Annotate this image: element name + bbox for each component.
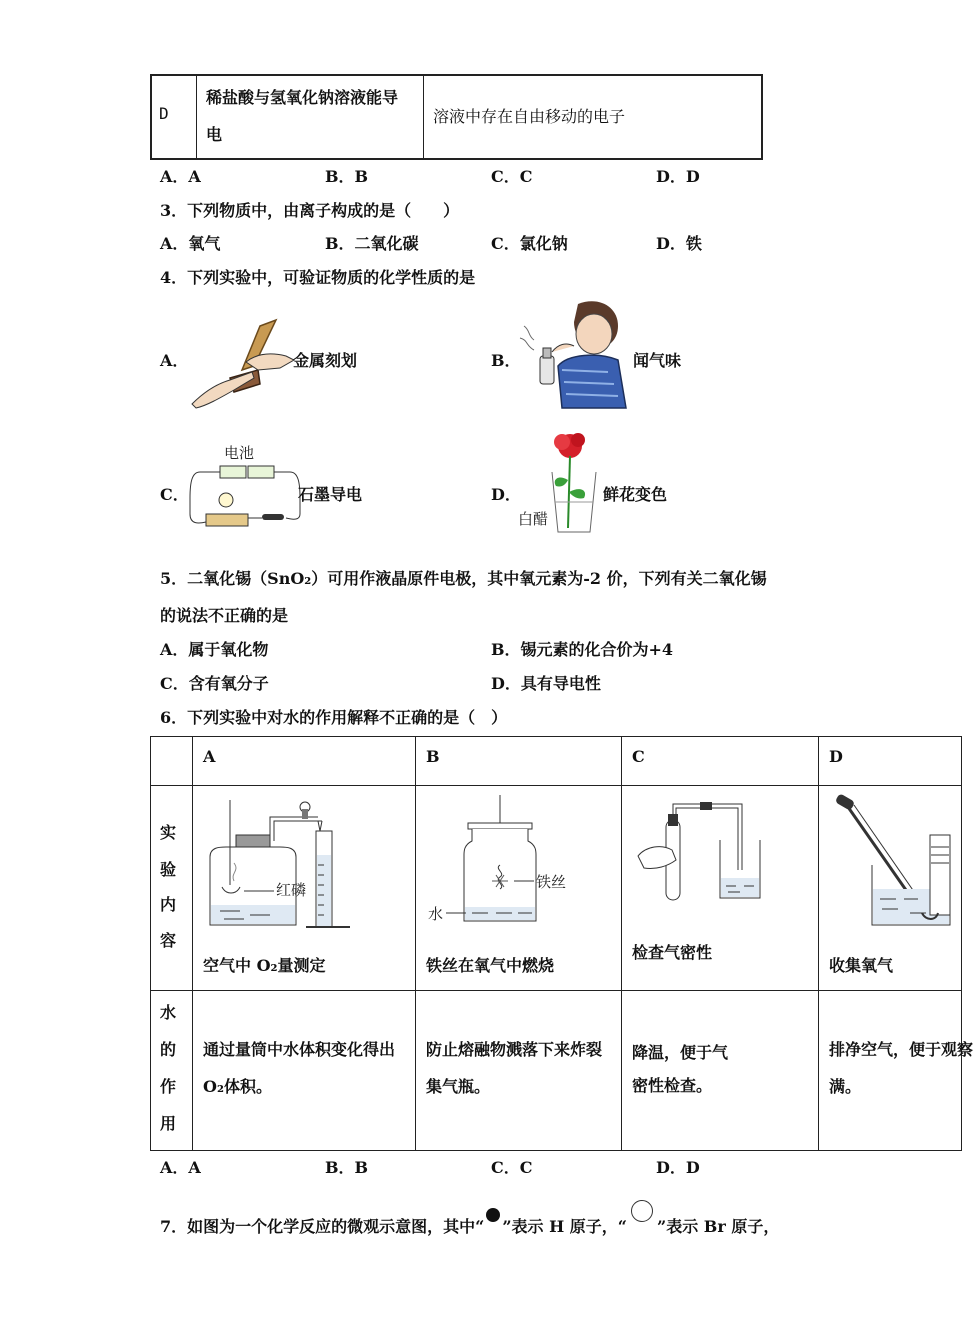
q2-option-d[interactable]: D．D bbox=[656, 167, 700, 186]
q7-stem-part-2: ”表示 H 原子，“ bbox=[502, 1217, 628, 1236]
q6-row2-label-3: 作 bbox=[160, 1077, 177, 1096]
iron-wire-combustion-apparatus bbox=[424, 795, 584, 935]
q4-stem: 4．下列实验中，可验证物质的化学性质的是 bbox=[160, 268, 476, 287]
q7-stem-part-1: 7．如图为一个化学反应的微观示意图，其中“ bbox=[160, 1217, 485, 1236]
q4-option-c[interactable]: C． bbox=[160, 485, 189, 504]
q6-header-d: D bbox=[829, 747, 843, 766]
top-table-cell-2-line-1: 稀盐酸与氢氧化钠溶液能导 bbox=[206, 88, 399, 107]
q6-option-c[interactable]: C．C bbox=[491, 1158, 533, 1177]
q6-row1-label-1: 实 bbox=[160, 823, 177, 842]
q2-option-a[interactable]: A．A bbox=[160, 167, 201, 186]
q7-stem-part-3: ”表示 Br 原子， bbox=[657, 1217, 780, 1236]
q3-option-c[interactable]: C．氯化钠 bbox=[491, 234, 568, 253]
q6-vline-1 bbox=[192, 736, 193, 1151]
iron-wire-label: 铁丝 bbox=[536, 873, 567, 891]
q6-role-d-line-1: 排净空气，便于观察 bbox=[829, 1040, 973, 1059]
q5-option-b[interactable]: B．锡元素的化合价为+4 bbox=[491, 640, 674, 659]
q6-vline-4 bbox=[818, 736, 819, 1151]
q6-header-c: C bbox=[632, 747, 645, 766]
q6-vline-3 bbox=[621, 736, 622, 1151]
q5-option-d[interactable]: D．具有导电性 bbox=[491, 674, 601, 693]
q6-experiment-b: 铁丝在氧气中燃烧 bbox=[426, 956, 555, 975]
q6-role-d-line-2: 满。 bbox=[829, 1077, 862, 1096]
battery-label: 电池 bbox=[224, 444, 255, 462]
q6-role-b-line-1: 防止熔融物溅落下来炸裂 bbox=[426, 1040, 603, 1059]
graphite-circuit-illustration bbox=[186, 438, 302, 534]
vinegar-label: 白醋 bbox=[518, 510, 549, 528]
smelling-gas-illustration bbox=[518, 296, 633, 412]
q6-row1-label-2: 验 bbox=[160, 860, 177, 879]
q6-row2-label-2: 的 bbox=[160, 1040, 177, 1059]
top-table-cell-3: 溶液中存在自由移动的电子 bbox=[433, 107, 626, 126]
top-table-divider-2 bbox=[423, 75, 424, 160]
q6-role-b-line-2: 集气瓶。 bbox=[426, 1077, 491, 1096]
q5-option-c[interactable]: C．含有氧分子 bbox=[160, 674, 269, 693]
q6-hline-1 bbox=[150, 785, 962, 786]
metal-scratch-illustration bbox=[190, 318, 300, 410]
q6-header-a: A bbox=[203, 747, 216, 766]
q4-caption-d: 鲜花变色 bbox=[603, 485, 668, 504]
q6-row2-label-4: 用 bbox=[160, 1114, 177, 1133]
oxygen-measurement-apparatus bbox=[200, 795, 365, 935]
q6-vline-2 bbox=[415, 736, 416, 1151]
q6-role-a-line-1: 通过量筒中水体积变化得出 bbox=[203, 1040, 396, 1059]
q6-experiment-c: 检查气密性 bbox=[632, 943, 713, 962]
q6-row1-label-3: 内 bbox=[160, 895, 177, 914]
q5-stem-line-1: 5．二氧化锡（SnO₂）可用作液晶原件电极，其中氧元素为-2 价，下列有关二氧化锡 bbox=[160, 569, 767, 588]
q6-row2-label-1: 水 bbox=[160, 1003, 177, 1022]
q7-stem bbox=[160, 1200, 779, 1237]
q5-option-a[interactable]: A．属于氧化物 bbox=[160, 640, 269, 659]
q6-header-b: B bbox=[426, 747, 440, 766]
top-table-divider-1 bbox=[196, 75, 197, 160]
h-atom-icon bbox=[486, 1208, 500, 1222]
q2-option-b[interactable]: B．B bbox=[325, 167, 369, 186]
q3-stem: 3．下列物质中，由离子构成的是（ ） bbox=[160, 201, 460, 220]
q6-hline-2 bbox=[150, 990, 962, 991]
q3-option-b[interactable]: B．二氧化碳 bbox=[325, 234, 419, 253]
q6-option-b[interactable]: B．B bbox=[325, 1158, 369, 1177]
q4-option-d[interactable]: D． bbox=[491, 485, 521, 504]
q6-experiment-d: 收集氧气 bbox=[829, 956, 894, 975]
top-table-cell-2-line-2: 电 bbox=[206, 125, 223, 144]
oxygen-collection-apparatus bbox=[826, 795, 950, 935]
q4-caption-c: 石墨导电 bbox=[298, 485, 363, 504]
br-atom-icon bbox=[631, 1200, 653, 1222]
q6-role-c-line-2: 密性检查。 bbox=[632, 1076, 713, 1095]
q6-role-c-line-1: 降温，便于气 bbox=[632, 1043, 729, 1062]
q5-stem-line-2: 的说法不正确的是 bbox=[160, 606, 289, 625]
q3-option-d[interactable]: D．铁 bbox=[656, 234, 702, 253]
q4-caption-b: 闻气味 bbox=[633, 351, 682, 370]
q4-option-b[interactable]: B． bbox=[491, 351, 521, 370]
q6-role-a-line-2: O₂体积。 bbox=[203, 1077, 272, 1096]
q4-option-a[interactable]: A． bbox=[160, 351, 189, 370]
flower-vinegar-illustration bbox=[518, 428, 602, 536]
q3-option-a[interactable]: A．氧气 bbox=[160, 234, 221, 253]
q6-option-a[interactable]: A．A bbox=[160, 1158, 201, 1177]
airtightness-check-apparatus bbox=[632, 800, 772, 910]
q4-caption-a: 金属刻划 bbox=[293, 351, 358, 370]
water-label: 水 bbox=[428, 905, 444, 923]
q2-option-c[interactable]: C．C bbox=[491, 167, 533, 186]
q6-row1-label-4: 容 bbox=[160, 931, 177, 950]
top-table-row-label: D bbox=[159, 104, 169, 123]
q6-stem: 6．下列实验中对水的作用解释不正确的是（ ） bbox=[160, 708, 508, 727]
q6-option-d[interactable]: D．D bbox=[656, 1158, 700, 1177]
red-phosphorus-label: 红磷 bbox=[276, 881, 307, 899]
q6-experiment-a: 空气中 O₂量测定 bbox=[203, 956, 326, 975]
